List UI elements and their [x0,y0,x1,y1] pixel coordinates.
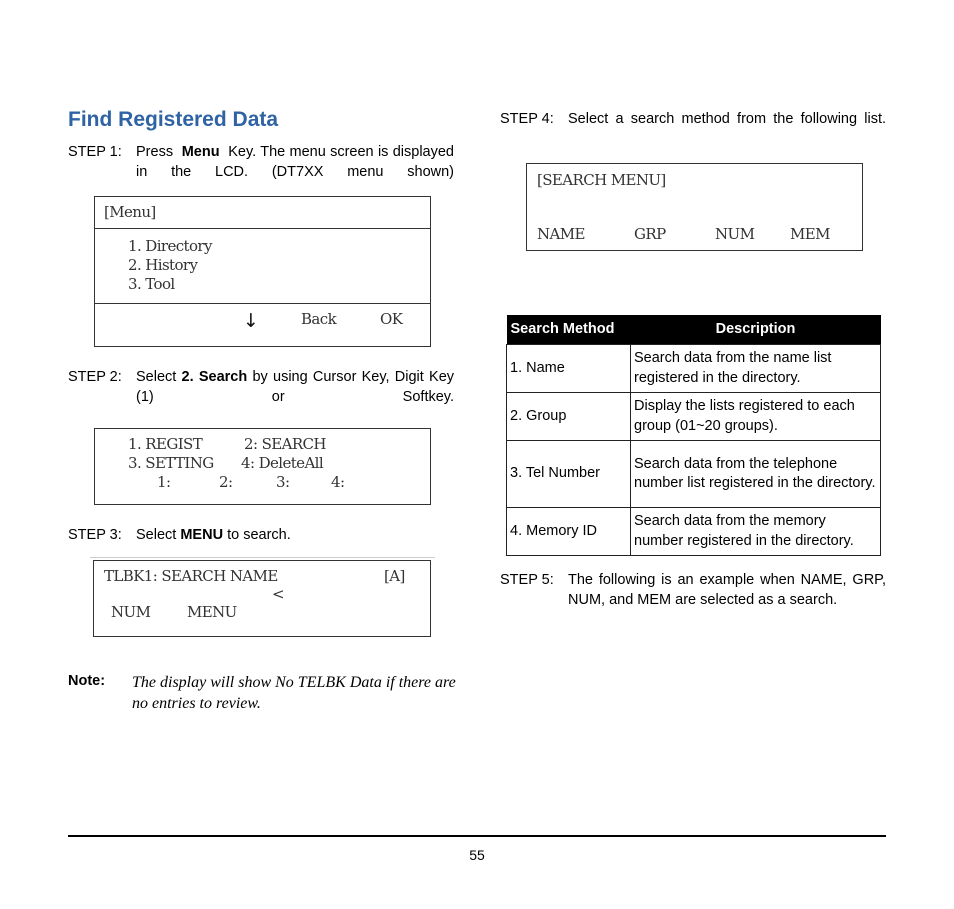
table-row [507,441,881,508]
lcd-option-regist: 1. REGIST [128,435,203,453]
lcd-search-name-screen [93,560,431,637]
table-cell-description: Display the lists registered to each group (01~20 groups). [631,393,881,441]
table-header-description: Description [631,315,881,345]
table-header-method: Search Method [507,315,631,345]
lcd-softkey-2: 2: [219,473,233,491]
note-label: Note: [68,673,106,689]
table-row [507,345,881,393]
step-2-post: by using Cursor Key, Digit Key (1) or Softkey. [136,369,455,405]
lcd-search-tag: [A] [384,567,405,585]
table-row [507,393,881,441]
table-cell-method: 1. Name [507,345,631,393]
lcd-softkey-4: 4: [331,473,345,491]
table-cell-description: Search data from the telephone number list registered in the directory. [631,441,881,508]
divider [90,557,435,558]
step-1-label: STEP 1: [68,144,122,160]
lcd-softkey-grp: GRP [634,225,666,243]
step-3-text [136,526,454,546]
lcd-softkey-back: Back [301,310,337,328]
step-3-post: to search. [227,527,291,543]
step-5-text: The following is an example when NAME, GRP, NUM, and MEM are selected as a search. [568,572,886,608]
lcd-menu-item-history: 2. History [128,256,198,274]
lcd-softkey-mem: MEM [790,225,830,243]
step-2-key: 2. Search [181,369,248,385]
step-4 [500,110,886,150]
lcd-option-search: 2: SEARCH [244,435,326,453]
step-2 [68,368,454,408]
lcd-menu-item-directory: 1. Directory [128,237,212,255]
lcd-search-title: TLBK1: SEARCH NAME [104,567,278,585]
step-5-label: STEP 5: [500,572,554,588]
page-number: 55 [469,847,485,863]
step-1-pre: Press [136,144,174,160]
step-3 [68,526,454,546]
down-arrow-icon: ↓ [243,310,259,332]
lcd-softkey-3: 3: [276,473,290,491]
step-5 [500,571,886,631]
lcd-directory-screen [94,428,431,505]
lcd-softkey-name: NAME [537,225,585,243]
lcd-search-menu-screen [526,163,863,251]
table-header-row [507,315,881,345]
table-cell-method: 3. Tel Number [507,441,631,508]
lcd-option-deleteall: 4: DeleteAll [241,454,324,472]
table-cell-method: 2. Group [507,393,631,441]
lcd-softkey-num: NUM [111,603,151,621]
table-cell-description: Search data from the name list registered in the directory. [631,345,881,393]
lcd-softkey-1: 1: [157,473,171,491]
lcd-menu-item-tool: 3. Tool [128,275,175,293]
search-method-table [506,315,881,556]
step-4-label: STEP 4: [500,111,554,127]
lcd-softkey-ok: OK [380,310,403,328]
page-title: Find Registered Data [68,108,279,131]
step-1-post: Key. The menu screen is displayed in the LCD. (DT7XX menu shown) [136,144,454,180]
footer-rule [68,835,886,837]
lcd-softkey-menu: MENU [187,603,237,621]
divider [95,303,430,304]
lcd-softkey-num: NUM [715,225,755,243]
step-3-key: MENU [180,527,224,543]
table-cell-description: Search data from the memory number registered in the directory. [631,508,881,556]
table-cell-method: 4. Memory ID [507,508,631,556]
step-3-pre: Select [136,527,177,543]
step-1-text [136,143,454,182]
note-text: The display will show No TELBK Data if there are no entries to review. [132,674,456,712]
step-4-text: Select a search method from the following list. [568,111,886,127]
step-2-label: STEP 2: [68,369,122,385]
step-3-label: STEP 3: [68,527,122,543]
step-1 [68,143,454,183]
step-1-key: Menu [181,144,220,160]
lcd-menu-screen [94,196,431,347]
divider [95,228,430,229]
lcd-option-setting: 3. SETTING [128,454,214,472]
lcd-cursor: < [272,585,284,603]
lcd-menu-header: [Menu] [104,203,156,221]
table-row [507,508,881,556]
lcd-search-menu-title: [SEARCH MENU] [537,171,666,189]
step-2-pre: Select [136,369,177,385]
step-2-text [136,368,454,407]
